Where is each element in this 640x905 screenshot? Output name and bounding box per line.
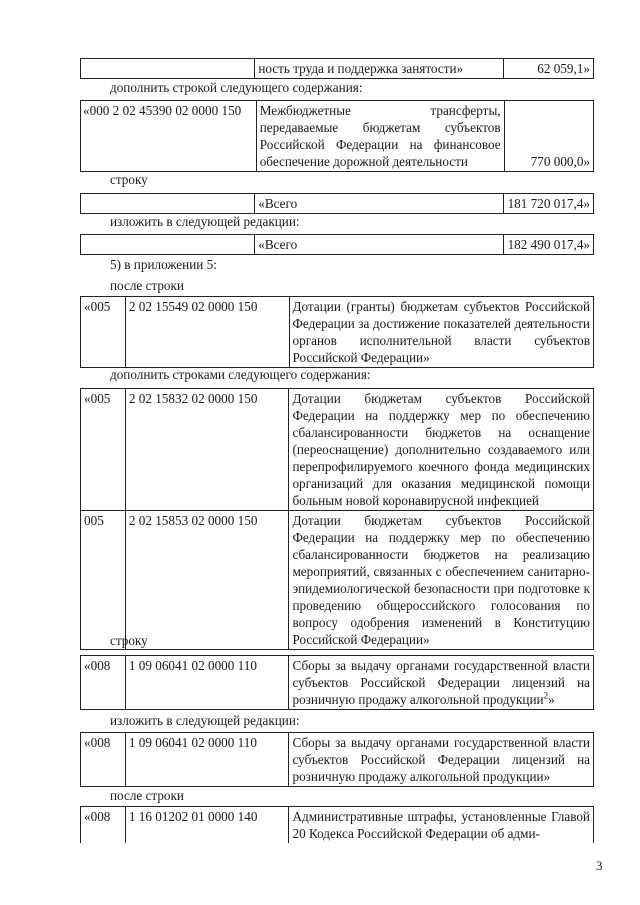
table-row-license-old: [80, 655, 594, 710]
amount-cell: 182 490 017,4»: [503, 235, 593, 255]
name-cell: Межбюджетные трансферты, передаваемые бюджетам субъектов Российской Федерации на финансовое обеспечение дорожной деятельности: [256, 101, 504, 172]
admin-code-cell: «005: [81, 297, 126, 368]
table-row-transfers: [80, 100, 594, 172]
instruction-edit: изложить в следующей редакции:: [110, 214, 300, 229]
page-number: 3: [596, 858, 603, 873]
instruction-after: после строки: [110, 278, 184, 293]
table-row-grants: [80, 296, 594, 368]
code-cell: 2 02 15832 02 0000 150: [125, 389, 289, 511]
code-cell: 2 02 15549 02 0000 150: [125, 297, 289, 368]
name-cell: Сборы за выдачу органами государственной власти субъектов Российской Федерации лицензий на розничную продажу алкогольной продукции»: [289, 733, 594, 787]
name-cell: Административные штрафы, установленные Главой 20 Кодекса Российской Федерации об адми-: [289, 807, 594, 844]
instruction-row: строку: [110, 633, 148, 648]
amount-cell: 181 720 017,4»: [503, 194, 593, 214]
admin-code-cell: «008: [81, 807, 126, 844]
table-new-rows: [80, 388, 594, 650]
name-cell: Дотации бюджетам субъектов Российской Федерации на поддержку мер по обеспечению сбалансированности бюджетов на оснащение (переоснащение) дополнительно создаваемого или перепрофилируемого коечного фонда медицинских организаций для оказания медицинской помощи больным новой коронавирусной инфекцией: [289, 389, 594, 511]
table-row-total-new: [80, 234, 594, 255]
footnote-mark: 2: [543, 690, 549, 701]
instruction-add-rows: дополнить строками следующего содержания:: [110, 367, 371, 382]
code-cell: [81, 59, 255, 79]
table-row: [81, 389, 594, 511]
instruction-edit: изложить в следующей редакции:: [110, 713, 300, 728]
name-cell: Дотации бюджетам субъектов Российской Федерации на поддержку мер по обеспечению сбалансированности бюджетов на реализацию мероприятий, связанных с обеспечением санитарно-эпидемиологической безопасности при подготовке к проведению общероссийского голосования по вопросу одобрения изменений в Конституцию Российской Федерации»: [289, 511, 594, 650]
name-cell: «Всего: [255, 194, 504, 214]
amount-cell: 62 059,1»: [504, 59, 594, 79]
table-row-fines: [80, 806, 594, 843]
table-row-total-old: [80, 193, 594, 214]
name-text: Сборы за выдачу органами государственной власти субъектов Российской Федерации лицензий на розничную продажу алкогольной продукции: [292, 658, 590, 707]
admin-code-cell: «008: [81, 656, 126, 710]
instruction-after: после строки: [110, 788, 184, 803]
code-cell: 1 16 01202 01 0000 140: [125, 807, 289, 844]
name-cell: «Всего: [255, 235, 504, 255]
name-cell: ность труда и поддержка занятости»: [255, 59, 504, 79]
instruction-appendix: 5) в приложении 5:: [110, 257, 217, 272]
code-cell: [81, 194, 255, 214]
table-row-continuation: [80, 58, 594, 79]
code-cell: «000 2 02 45390 02 0000 150: [81, 101, 257, 172]
code-cell: 1 09 06041 02 0000 110: [125, 733, 289, 787]
table-row-license-new: [80, 732, 594, 787]
code-cell: [81, 235, 255, 255]
closing-quote: »: [548, 692, 555, 707]
admin-code-cell: 005: [81, 511, 126, 650]
code-cell: 1 09 06041 02 0000 110: [125, 656, 289, 710]
instruction-row: строку: [110, 172, 148, 187]
name-cell: Дотации (гранты) бюджетам субъектов Российской Федерации за достижение показателей деятельности органов исполнительной власти субъектов Российской Федерации»: [289, 297, 593, 368]
instruction-add-row: дополнить строкой следующего содержания:: [110, 80, 363, 95]
name-cell: [289, 656, 594, 710]
amount-cell: 770 000,0»: [504, 101, 593, 172]
admin-code-cell: «008: [81, 733, 126, 787]
table-row: [81, 511, 594, 650]
code-cell: 2 02 15853 02 0000 150: [125, 511, 289, 650]
admin-code-cell: «005: [81, 389, 126, 511]
